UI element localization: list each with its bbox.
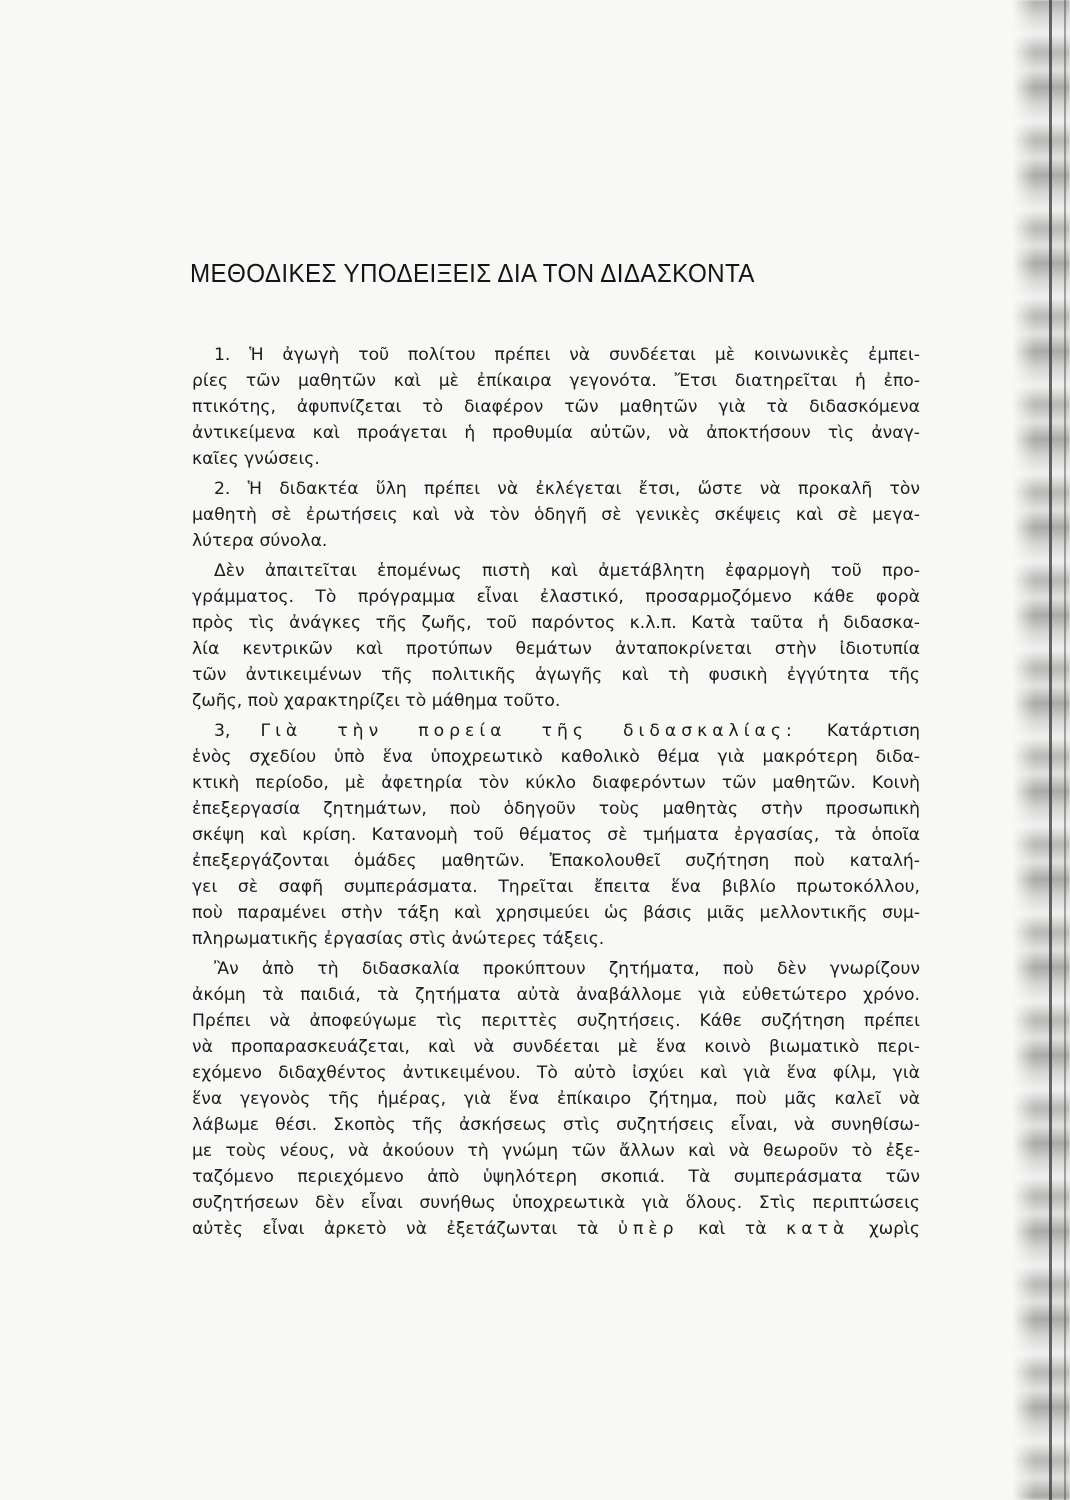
text-line: με τοὺς νέους, νὰ ἀκούουν τὴ γνώμη τῶν ἄλλων καὶ νὰ θεωροῦν τὸ ἐξε- xyxy=(192,1141,920,1161)
page-edge-line xyxy=(1064,0,1066,1500)
text-line: πληρωματικῆς ἐργασίας στὶς ἀνώτερες τάξεις. xyxy=(192,929,605,949)
text-fragment: Κατάρτιση xyxy=(826,721,920,741)
text-line: γράμματος. Τὸ πρόγραμμα εἶναι ἐλαστικό, προσαρμοζόμενο κάθε φορὰ xyxy=(192,587,920,607)
text-fragment: χωρὶς xyxy=(868,1219,920,1239)
text-line: τῶν ἀντικειμένων τῆς πολιτικῆς ἀγωγῆς καὶ τὴ φυσικὴ ἐγγύτητα τῆς xyxy=(192,665,920,685)
text-line: γει σὲ σαφῆ συμπεράσματα. Τηρεῖται ἔπειτα ἕνα βιβλίο πρωτοκόλλου, xyxy=(192,877,920,897)
text-fragment: αὐτὲς εἶναι ἀρκετὸ νὰ ἐξετάζωνται τὰ xyxy=(192,1219,599,1239)
text-line: ταζόμενο περιεχόμενο ἀπὸ ὑψηλότερη σκοπιά. Τὰ συμπεράσματα τῶν xyxy=(192,1167,920,1187)
paragraph-1 xyxy=(192,342,920,472)
text-line: εχόμενο διδαχθέντος ἀντικειμένου. Τὸ αὐτὸ ἰσχύει καὶ γιὰ ἕνα φίλμ, γιὰ xyxy=(192,1063,920,1083)
text-line: ἐπεξεργασία ζητημάτων, ποὺ ὁδηγοῦν τοὺς μαθητὰς στὴν προσωπικὴ xyxy=(192,799,920,819)
spaced-emphasis: κατὰ xyxy=(786,1219,850,1239)
paragraph-2 xyxy=(192,476,920,554)
text-line: 1. Ἡ ἀγωγὴ τοῦ πολίτου πρέπει νὰ συνδέεται μὲ κοινωνικὲς ἐμπει- xyxy=(214,345,920,365)
section-number: 3, xyxy=(214,721,231,741)
text-line: ἑνὸς σχεδίου ὑπὸ ἕνα ὑποχρεωτικὸ καθολικὸ θέμα γιὰ μακρότερη διδα- xyxy=(192,747,920,767)
text-line: πτικότης, ἀφυπνίζεται τὸ διαφέρον τῶν μαθητῶν γιὰ τὰ διδασκόμενα xyxy=(192,397,920,417)
paragraph-3 xyxy=(192,558,920,714)
section-heading: Γιὰ τὴν πορεία τῆς διδασκαλίας: xyxy=(260,721,797,741)
text-line: ζωῆς, ποὺ χαρακτηρίζει τὸ μάθημα τοῦτο. xyxy=(192,691,561,711)
text-line: μαθητὴ σὲ ἐρωτήσεις καὶ νὰ τὸν ὁδηγῆ σὲ γενικὲς σκέψεις καὶ σὲ μεγα- xyxy=(192,505,920,525)
text-line: ἀκόμη τὰ παιδιά, τὰ ζητήματα αὐτὰ ἀναβάλλομε γιὰ εὐθετώτερο χρόνο. xyxy=(192,985,920,1005)
text-line: Ἂν ἀπὸ τὴ διδασκαλία προκύπτουν ζητήματα, ποὺ δὲν γνωρίζουν xyxy=(214,959,920,979)
spaced-emphasis: ὑπὲρ xyxy=(618,1219,679,1239)
text-line: ποὺ παραμένει στὴν τάξη καὶ χρησιμεύει ὡς βάσις μιᾶς μελλοντικῆς συμ- xyxy=(192,903,920,923)
text-line: 2. Ἡ διδακτέα ὕλη πρέπει νὰ ἐκλέγεται ἔτσι, ὥστε νὰ προκαλῆ τὸν xyxy=(214,479,920,499)
text-line: ἕνα γεγονὸς τῆς ἡμέρας, γιὰ ἕνα ἐπίκαιρο ζήτημα, ποὺ μᾶς καλεῖ νὰ xyxy=(192,1089,920,1109)
book-binding-edge xyxy=(1012,0,1070,1500)
text-line: νὰ προπαρασκευάζεται, καὶ νὰ συνδέεται μὲ ἕνα κοινὸ βιωματικὸ περι- xyxy=(192,1037,920,1057)
text-fragment: καὶ τὰ xyxy=(698,1219,767,1239)
text-line: λία κεντρικῶν καὶ προτύπων θεμάτων ἀνταποκρίνεται στὴν ἰδιοτυπία xyxy=(192,639,920,659)
section-heading-line xyxy=(192,718,920,744)
text-line: λάβωμε θέσι. Σκοπὸς τῆς ἀσκήσεως στὶς συζητήσεις εἶναι, νὰ συνηθίσω- xyxy=(192,1115,920,1135)
text-line: σκέψη καὶ κρίση. Κατανομὴ τοῦ θέματος σὲ τμήματα ἐργασίας, τὰ ὁποῖα xyxy=(192,825,920,845)
binding-shadow-line xyxy=(1049,0,1052,1500)
text-line: Πρέπει νὰ ἀποφεύγωμε τὶς περιττὲς συζητήσεις. Κάθε συζήτηση πρέπει xyxy=(192,1011,920,1031)
document-body xyxy=(192,342,920,1242)
text-line: καῖες γνώσεις. xyxy=(192,449,320,469)
text-line: κτικὴ περίοδο, μὲ ἀφετηρία τὸν κύκλο διαφερόντων τῶν μαθητῶν. Κοινὴ xyxy=(192,773,920,793)
text-line: ἐπεξεργάζονται ὁμάδες μαθητῶν. Ἐπακολουθεῖ συζήτηση ποὺ καταλή- xyxy=(192,851,920,871)
text-line: συζητήσεων δὲν εἶναι συνήθως ὑποχρεωτικὰ γιὰ ὅλους. Στὶς περιπτώσεις xyxy=(192,1193,920,1213)
text-line: λύτερα σύνολα. xyxy=(192,531,328,551)
text-line: ρίες τῶν μαθητῶν καὶ μὲ ἐπίκαιρα γεγονότα. Ἔτσι διατηρεῖται ἡ ἐπο- xyxy=(192,371,920,391)
text-line: πρὸς τὶς ἀνάγκες τῆς ζωῆς, τοῦ παρόντος κ.λ.π. Κατὰ ταῦτα ἡ διδασκα- xyxy=(192,613,920,633)
text-line: ἀντικείμενα καὶ προάγεται ἡ προθυμία αὐτῶν, νὰ ἀποκτήσουν τὶς ἀναγ- xyxy=(192,423,920,443)
final-text-line xyxy=(192,1216,920,1242)
paragraph-5 xyxy=(192,956,920,1242)
page-title: ΜΕΘΟΔΙΚΕΣ ΥΠΟΔΕΙΞΕΙΣ ΔΙΑ ΤΟΝ ΔΙΔΑΣΚΟΝΤΑ xyxy=(190,258,755,288)
text-line: Δὲν ἀπαιτεῖται ἑπομένως πιστὴ καὶ ἀμετάβλητη ἐφαρμογὴ τοῦ προ- xyxy=(214,561,920,581)
paragraph-3-section xyxy=(192,718,920,952)
